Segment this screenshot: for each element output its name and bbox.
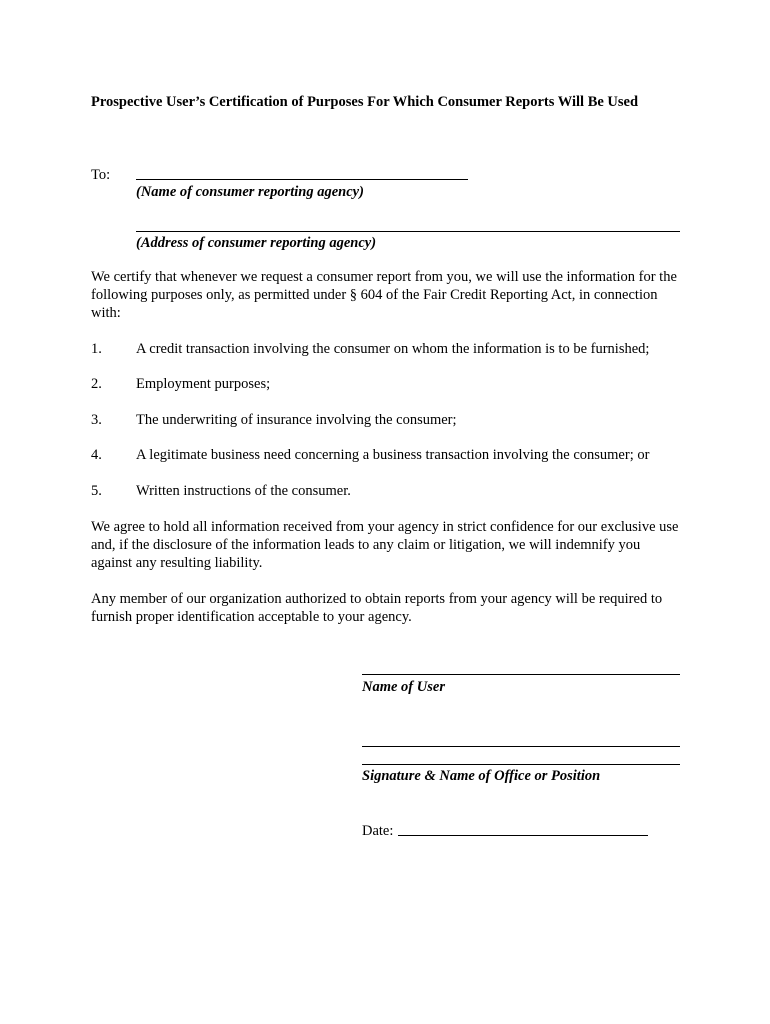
agency-name-caption: (Name of consumer reporting agency) bbox=[136, 184, 364, 200]
agency-name-line[interactable] bbox=[136, 179, 468, 180]
purpose-item: A credit transaction involving the consumer on whom the information is to be furnished; bbox=[136, 341, 650, 357]
name-of-user-line[interactable] bbox=[362, 674, 680, 675]
to-label: To: bbox=[91, 167, 111, 183]
purpose-item: Employment purposes; bbox=[136, 376, 271, 392]
date-line[interactable] bbox=[398, 835, 648, 836]
agency-address-caption: (Address of consumer reporting agency) bbox=[136, 235, 377, 251]
name-of-user-caption: Name of User bbox=[362, 679, 445, 695]
purpose-item: Written instructions of the consumer. bbox=[136, 483, 351, 499]
confidentiality-paragraph: We agree to hold all information received from your agency in strict confidence for our exclusive use and, if the disclosure of the information leads to any claim or litigation, we will indemnify you against any resulting liability. bbox=[91, 519, 679, 571]
agency-address-line[interactable] bbox=[136, 231, 680, 232]
intro-paragraph: We certify that whenever we request a consumer report from you, we will use the information for the following purposes only, as permitted under § 604 of the Fair Credit Reporting Act, in connection with: bbox=[91, 269, 677, 321]
identification-paragraph: Any member of our organization authorized to obtain reports from your agency will be required to furnish proper identification acceptable to your agency. bbox=[91, 591, 663, 625]
purpose-number: 5. bbox=[91, 483, 102, 499]
signature-line[interactable] bbox=[362, 746, 680, 747]
purpose-number: 1. bbox=[91, 341, 102, 357]
purpose-number: 3. bbox=[91, 412, 102, 428]
date-label: Date: bbox=[362, 823, 394, 839]
document-title: Prospective User’s Certification of Purposes For Which Consumer Reports Will Be Used bbox=[91, 94, 639, 110]
purpose-item: A legitimate business need concerning a business transaction involving the consumer; or bbox=[136, 447, 650, 463]
purpose-number: 2. bbox=[91, 376, 102, 392]
office-position-line[interactable] bbox=[362, 764, 680, 765]
purpose-item: The underwriting of insurance involving the consumer; bbox=[136, 412, 457, 428]
purpose-number: 4. bbox=[91, 447, 102, 463]
signature-caption: Signature & Name of Office or Position bbox=[362, 768, 601, 784]
